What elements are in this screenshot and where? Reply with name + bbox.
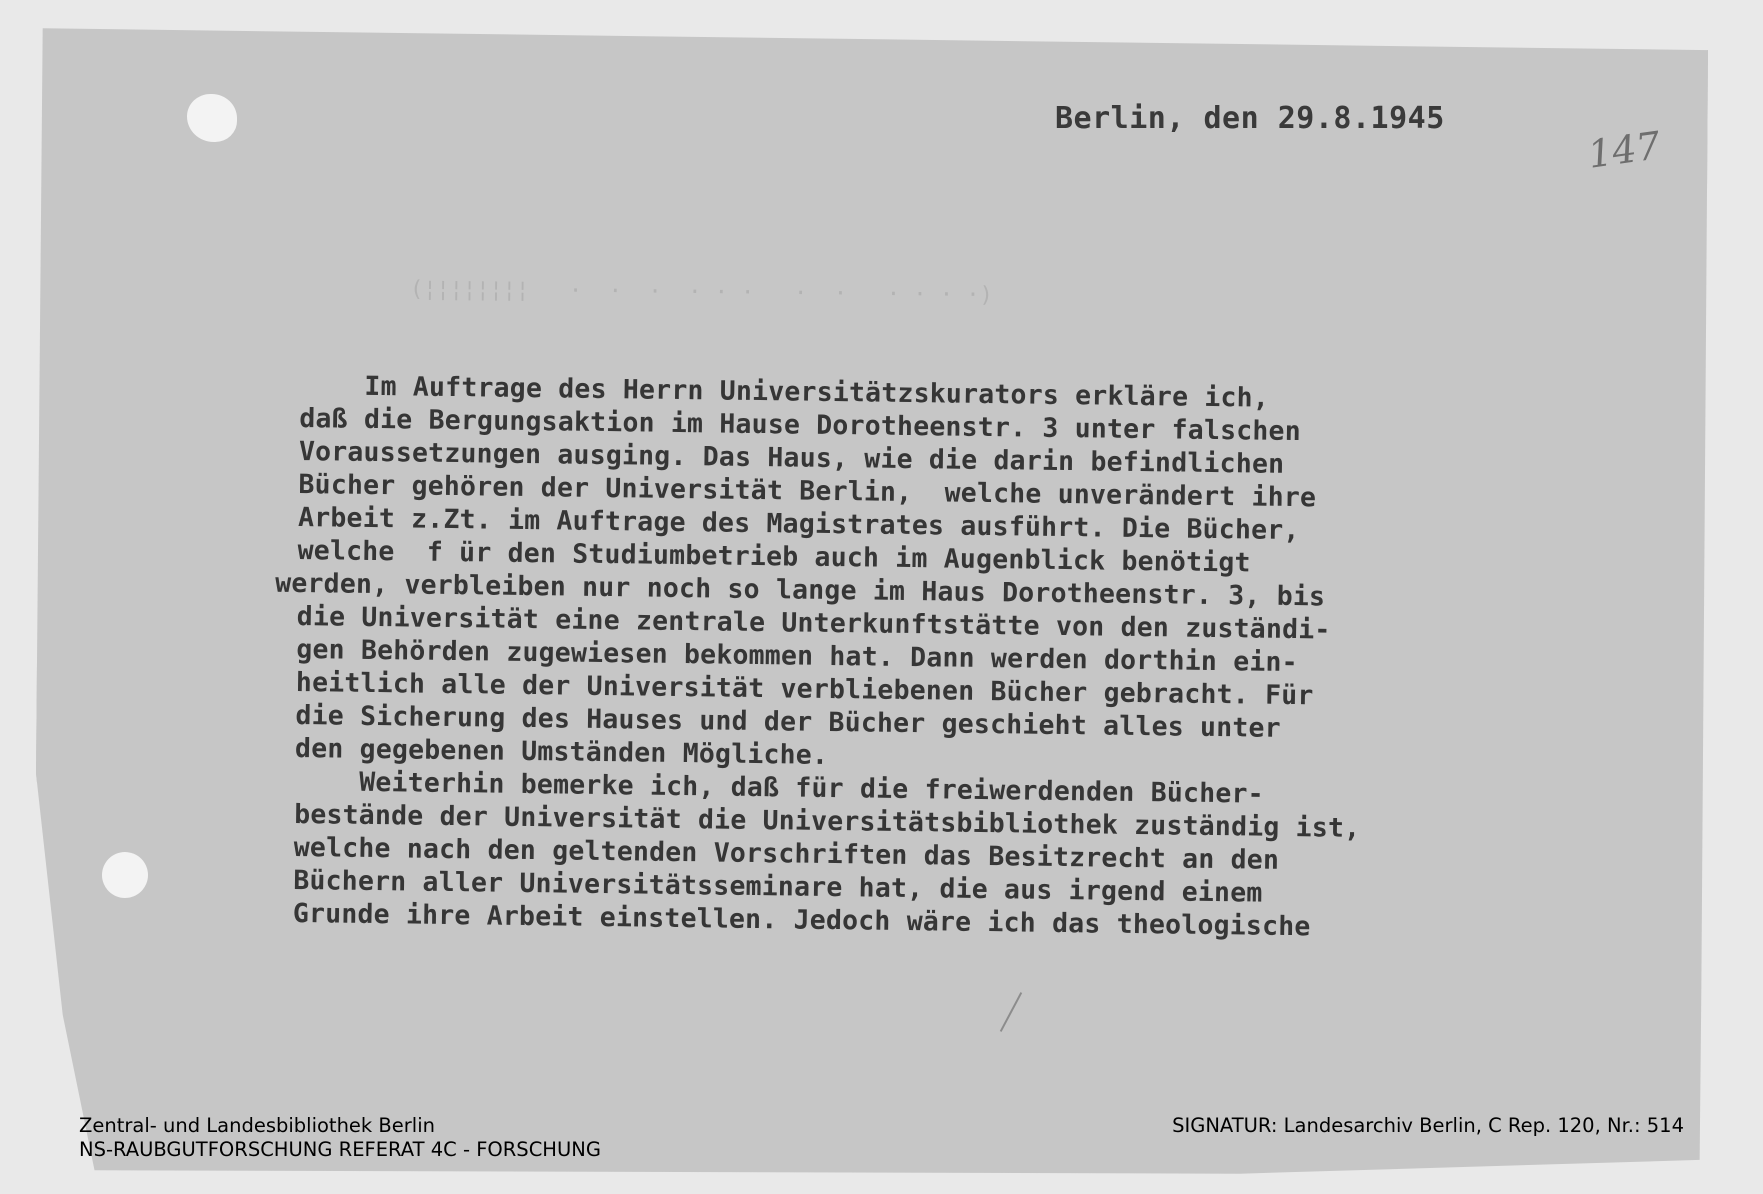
body-line: die Sicherung des Hauses und der Bücher geschieht alles unter <box>295 699 1282 744</box>
body-line: Weiterhin bemerke ich, daß für die freiwerdenden Bücher- <box>294 765 1264 810</box>
body-line: daß die Bergungsaktion im Hause Dorotheenstr. 3 unter falschen <box>299 402 1302 448</box>
punch-hole-bottom <box>102 852 148 898</box>
body-line: werden, verbleiben nur noch so lange im Haus Dorotheenstr. 3, bis <box>275 567 1326 613</box>
body-line: Arbeit z.Zt. im Auftrage des Magistrates ausführt. Die Bücher, <box>297 501 1300 547</box>
body-line: welche f ür den Studiumbetrieb auch im Augenblick benötigt <box>297 534 1251 579</box>
footer-signatur: SIGNATUR: Landesarchiv Berlin, C Rep. 120, Nr.: 514 <box>1172 1114 1684 1137</box>
letter-dateline: Berlin, den 29.8.1945 <box>1055 101 1445 136</box>
body-line: den gegebenen Umständen Mögliche. <box>294 732 829 771</box>
body-line: Büchern aller Universitätsseminare hat, die aus irgend einem <box>293 864 1263 909</box>
footer-institution: Zentral- und Landesbibliothek Berlin <box>79 1114 435 1137</box>
body-line: gen Behörden zugewiesen bekommen hat. Dann werden dorthin ein- <box>296 633 1299 679</box>
body-line: Voraussetzungen ausging. Das Haus, wie die darin befindlichen <box>298 435 1285 480</box>
body-line: bestände der Universität die Universitätsbibliothek zuständig ist, <box>293 798 1361 844</box>
body-line: die Universität eine zentrale Unterkunftstätte von den zuständi- <box>296 600 1331 646</box>
footer-department: NS-RAUBGUTFORSCHUNG REFERAT 4C - FORSCHUNG <box>79 1138 601 1161</box>
body-line: Bücher gehören der Universität Berlin, welche unverändert ihre <box>298 468 1317 514</box>
body-line: Im Auftrage des Herrn Universitätzskurators erkläre ich, <box>299 370 1270 414</box>
show-through-ghost-text: (¦¦¦¦¦¦¦¦ · · · · · · · · · · · ·) <box>409 276 993 309</box>
body-line: welche nach den geltenden Vorschriften das Besitzrecht an den <box>293 831 1280 876</box>
body-line: heitlich alle der Universität verbliebenen Bücher gebracht. Für <box>295 666 1314 712</box>
handwritten-folio-number: 147 <box>1585 123 1664 177</box>
body-line: Grunde ihre Arbeit einstellen. Jedoch wäre ich das theologische <box>292 897 1311 943</box>
punch-hole-top <box>187 94 237 142</box>
